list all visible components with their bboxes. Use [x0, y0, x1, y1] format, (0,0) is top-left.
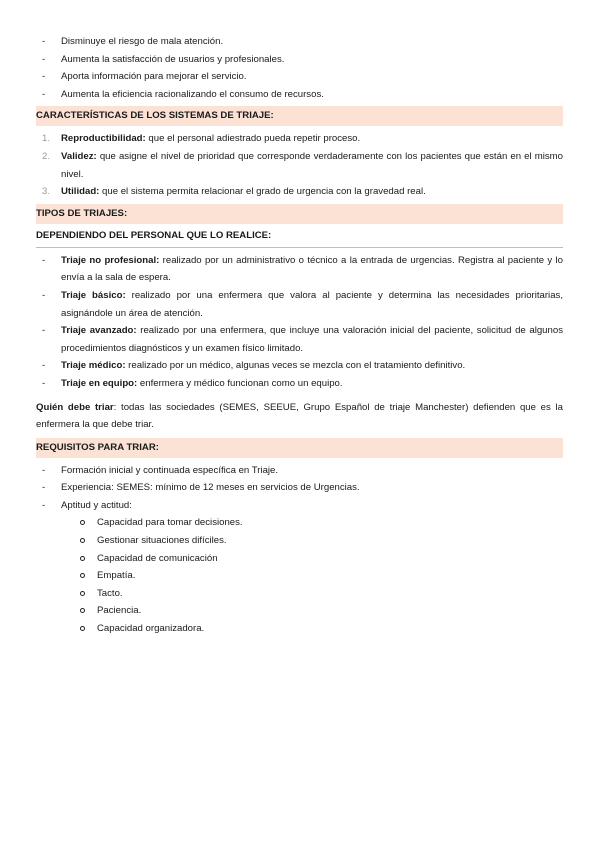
list-item: - Aptitud y actitud:: [42, 499, 132, 511]
list-item: 1. Reproductibilidad: que el personal adiestrado pueda repetir proceso.: [42, 133, 361, 145]
requirements-list: [36, 462, 563, 515]
list-item: - Aumenta la satisfacción de usuarios y profesionales.: [42, 53, 285, 65]
list-item: Empatía.: [72, 567, 563, 585]
triage-types-list: [36, 252, 563, 393]
list-item: Paciencia.: [72, 602, 563, 620]
subheading-by-personnel: DEPENDIENDO DEL PERSONAL QUE LO REALICE:: [36, 228, 563, 248]
list-item: Tacto.: [72, 585, 563, 603]
list-item: - Disminuye el riesgo de mala atención.: [42, 36, 224, 47]
list-item: - Triaje médico: realizado por un médico, algunas veces se mezcla con el tratamiento definitivo.: [42, 360, 466, 372]
characteristics-list: [36, 130, 563, 200]
list-item: Capacidad de comunicación: [72, 550, 563, 568]
circle-bullet-icon: [80, 538, 85, 543]
list-item: Gestionar situaciones difíciles.: [72, 532, 563, 550]
list-item: 2. Validez: que asigne el nivel de prioridad que corresponde verdaderamente con los pacientes que están en el mismo nivel.: [42, 150, 563, 180]
circle-bullet-icon: [80, 556, 85, 561]
circle-bullet-icon: [80, 591, 85, 596]
list-item: - Formación inicial y continuada específica en Triaje.: [42, 464, 279, 476]
section-heading-characteristics: CARACTERÍSTICAS DE LOS SISTEMAS DE TRIAJE:: [36, 106, 563, 126]
circle-bullet-icon: [80, 573, 85, 578]
circle-bullet-icon: [80, 608, 85, 613]
document-content: [36, 33, 563, 638]
list-item: - Aporta información para mejorar el servicio.: [42, 71, 247, 83]
list-item: - Triaje en equipo: enfermera y médico funcionan como un equipo.: [42, 377, 343, 389]
list-item: Capacidad para tomar decisiones.: [72, 514, 563, 532]
list-item: Capacidad organizadora.: [72, 620, 563, 638]
circle-bullet-icon: [80, 520, 85, 525]
circle-bullet-icon: [80, 626, 85, 631]
list-item: - Experiencia: SEMES: mínimo de 12 meses en servicios de Urgencias.: [42, 482, 360, 494]
list-item: - Triaje avanzado: realizado por una enfermera, que incluye una valoración inicial del paciente, solicitud de algunos procedimientos diagnósticos y un examen físico limitado.: [42, 325, 563, 354]
list-item: - Triaje básico: realizado por una enfermera que valora al paciente y determina las necesidades prioritarias, asignándole un área de atención.: [42, 289, 563, 319]
section-heading-types: TIPOS DE TRIAJES:: [36, 204, 563, 224]
list-item: - Triaje no profesional: realizado por un administrativo o técnico a la entrada de urgencias. Registra al paciente y lo envía a la sala de espera.: [42, 254, 563, 284]
section-heading-requirements: REQUISITOS PARA TRIAR:: [36, 438, 563, 458]
list-item: - Aumenta la eficiencia racionalizando el consumo de recursos.: [42, 88, 324, 100]
benefits-list: [36, 33, 563, 103]
list-item: 3. Utilidad: que el sistema permita relacionar el grado de urgencia con la gravedad real.: [42, 186, 426, 198]
who-should-triage-paragraph: Quién debe triar: todas las sociedades (SEMES, SEEUE, Grupo Español de triaje Manchester) defienden que es la enfermera la que debe triar.: [36, 401, 563, 431]
aptitude-sublist: [36, 514, 563, 637]
